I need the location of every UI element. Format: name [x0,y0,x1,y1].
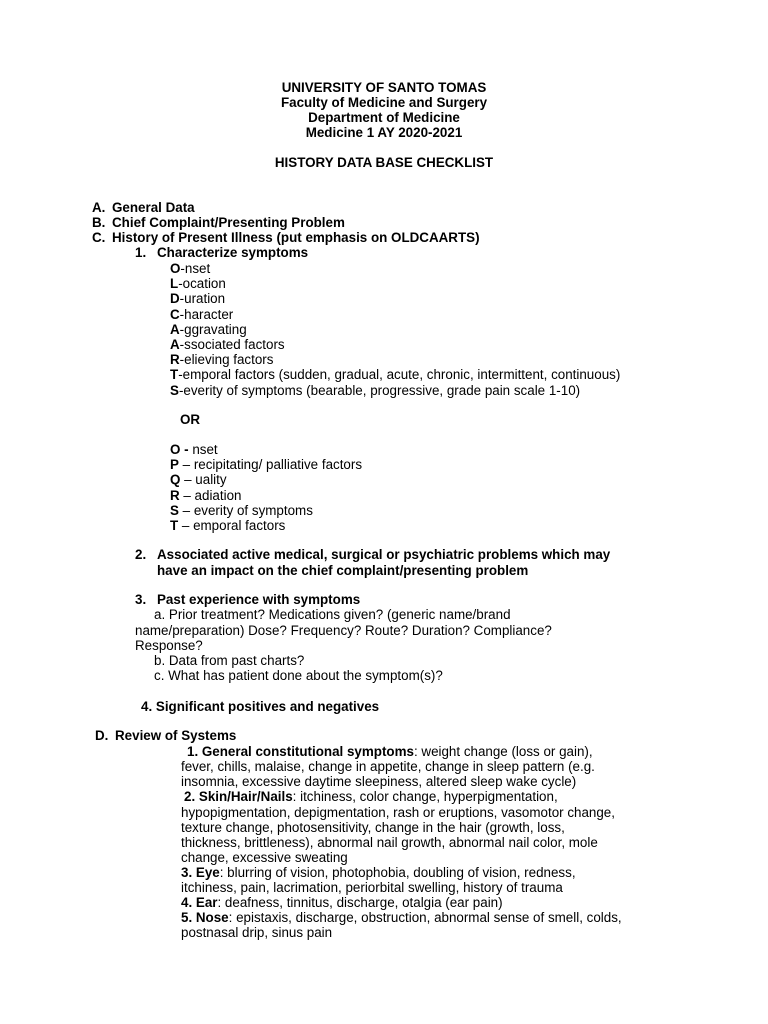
section-text: Chief Complaint/Presenting Problem [112,215,345,230]
item-2-continued: have an impact on the chief complaint/presenting problem [157,563,529,578]
item-3a-line2: name/preparation) Dose? Frequency? Route? Duration? Compliance? [135,623,552,638]
faculty-name: Faculty of Medicine and Surgery [280,95,488,110]
ros-2-line4: thickness, brittleness), abnormal nail growth, abnormal nail color, mole [181,835,598,850]
item-number: 3. [135,592,147,607]
ros-heading: 3. Eye [181,865,220,880]
list-item: T – emporal factors [170,518,286,534]
ros-2-line2: hypopigmentation, depigmentation, rash or eruptions, vasomotor change, [181,805,615,820]
ros-4-line1: 4. Ear: deafness, tinnitus, discharge, otalgia (ear pain) [181,895,503,910]
item-3a-line3: Response? [135,638,203,653]
section-letter: D. [95,728,109,743]
list-item: R – adiation [170,487,242,503]
opqrst-list [170,442,362,533]
item-number: 2. [135,547,147,562]
ros-5-line1: 5. Nose: epistaxis, discharge, obstruction, abnormal sense of smell, colds, [181,910,622,925]
list-item: D-uration [170,291,226,307]
ros-heading: 1. General constitutional symptoms [187,744,414,759]
ros-heading: 5. Nose [181,910,229,925]
item-number: 1. [135,245,147,260]
list-item: S – everity of symptoms [170,502,313,518]
list-item: A-ggravating [170,321,247,337]
item-4: 4. Significant positives and negatives [141,699,380,714]
oldcaarts-list [170,261,620,398]
section-c [92,230,480,245]
ros-1-line2: fever, chills, malaise, change in appetite, change in sleep pattern (e.g. [181,759,595,774]
ros-2-line3: texture change, photosensitivity, change in the hair (growth, loss, [181,820,565,835]
section-text: General Data [112,200,195,215]
section-b [92,215,345,230]
ros-1-line3: insomnia, excessive daytime sleepiness, altered sleep wake cycle) [181,774,577,789]
item-text: Characterize symptoms [157,245,309,260]
list-item: A-ssociated factors [170,337,285,353]
list-item: P – recipitating/ palliative factors [170,457,363,473]
item-text: Associated active medical, surgical or psychiatric problems which may [157,547,611,562]
list-item: O - nset [170,442,218,457]
ros-2-line5: change, excessive sweating [181,850,348,865]
section-letter: B. [92,215,106,230]
ros-1-line1: 1. General constitutional symptoms: weight change (loss or gain), [187,744,593,759]
section-letter: A. [92,200,106,215]
list-item: Q – uality [170,472,227,488]
department-name: Department of Medicine [308,110,460,125]
ros-2-line1: 2. Skin/Hair/Nails: itchiness, color change, hyperpigmentation, [184,789,558,804]
university-name: UNIVERSITY OF SANTO TOMAS [281,80,487,95]
list-item: S-everity of symptoms (bearable, progressive, grade pain scale 1-10) [170,382,581,398]
item-text: Past experience with symptoms [157,592,361,607]
section-a [92,200,195,215]
document-title: HISTORY DATA BASE CHECKLIST [274,155,494,170]
list-item: T-emporal factors (sudden, gradual, acute, chronic, intermittent, continuous) [170,367,621,383]
ros-5-line2: postnasal drip, sinus pain [181,925,333,940]
list-item: R-elieving factors [170,352,274,368]
item-2 [135,547,610,562]
ros-3-line1: 3. Eye: blurring of vision, photophobia, doubling of vision, redness, [181,865,576,880]
ros-heading: 2. Skin/Hair/Nails [184,789,293,804]
item-3 [135,592,360,607]
item-1 [135,245,308,260]
list-item: L-ocation [170,276,226,292]
ros-heading: 4. Ear [181,895,218,910]
ros-3-line2: itchiness, pain, lacrimation, periorbital swelling, history of trauma [181,880,563,895]
item-3c: c. What has patient done about the symptom(s)? [154,668,443,683]
item-3b: b. Data from past charts? [154,653,305,668]
course-year: Medicine 1 AY 2020-2021 [305,125,463,140]
section-text: Review of Systems [115,728,237,743]
section-text: History of Present Illness (put emphasis on OLDCAARTS) [112,230,480,245]
list-item: C-haracter [170,306,234,322]
item-3a-line1: a. Prior treatment? Medications given? (generic name/brand [154,607,511,622]
or-label: OR [180,412,201,427]
section-letter: C. [92,230,106,245]
list-item: O-nset [170,261,211,276]
section-d [95,728,236,743]
